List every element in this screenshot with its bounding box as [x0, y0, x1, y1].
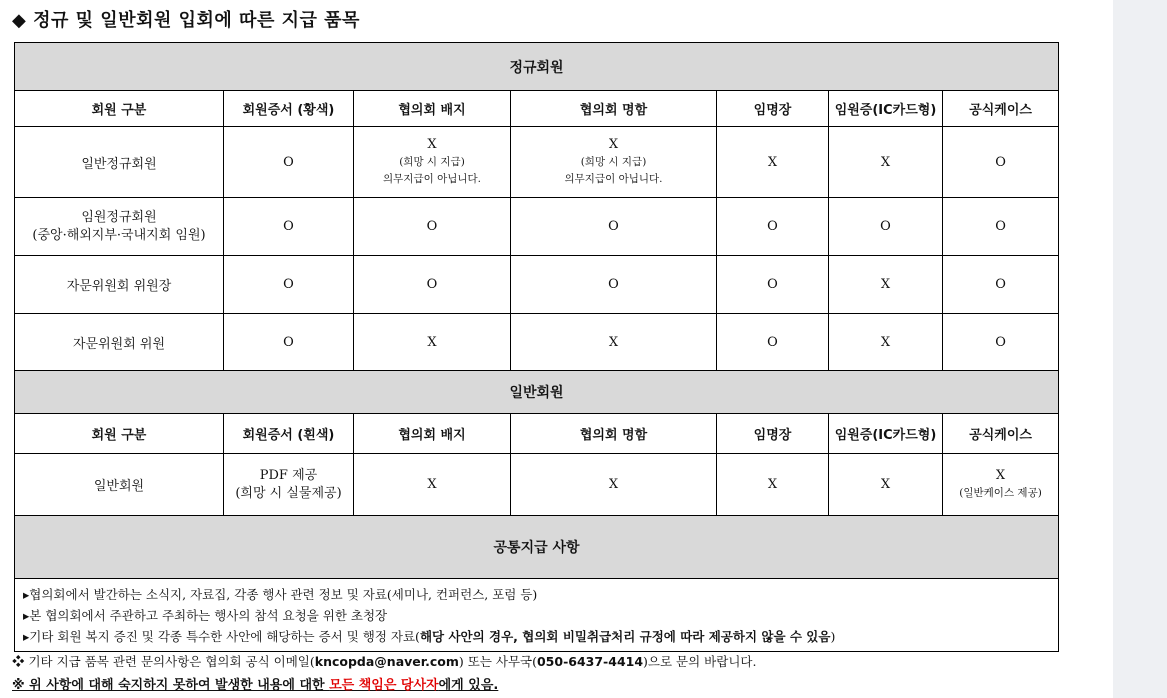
cell-value: O — [943, 198, 1059, 256]
cell-value: O — [943, 256, 1059, 314]
cell-note: 의무지급이 아닙니다. — [564, 173, 663, 185]
cell-value: O — [717, 198, 829, 256]
cell-value — [943, 454, 1059, 516]
cell-value: O — [511, 256, 717, 314]
col-header: 임명장 — [717, 91, 829, 127]
general-section-header: 일반회원 — [15, 371, 1059, 414]
items-table — [14, 42, 1059, 652]
common-items — [15, 579, 1059, 652]
col-header: 회원 구분 — [15, 91, 224, 127]
note-text: ※ 위 사항에 대해 숙지하지 못하여 발생한 내용에 대한 — [12, 678, 330, 693]
row-label: 일반회원 — [15, 454, 224, 516]
cell-value: X — [829, 314, 943, 371]
cell-value: X — [829, 454, 943, 516]
common-section-header: 공통지급 사항 — [15, 516, 1059, 579]
list-item: ▸본 협의회에서 주관하고 주최하는 행사의 참석 요청을 위한 초청장 — [23, 607, 388, 623]
list-item-text: ▸기타 회원 복지 증진 및 각종 특수한 사안에 해당하는 증서 및 행정 자료( — [23, 628, 420, 644]
cell-value: O — [354, 256, 511, 314]
cell-value — [511, 127, 717, 198]
note-text: )으로 문의 바랍니다. — [643, 654, 757, 669]
row-label: 자문위원회 위원 — [15, 314, 224, 371]
cell-value: O — [224, 256, 354, 314]
col-header: 회원증서 (흰색) — [224, 414, 354, 454]
col-header: 협의회 명함 — [511, 91, 717, 127]
cell-note: 의무지급이 아닙니다. — [383, 173, 481, 185]
cell-value: O — [829, 198, 943, 256]
cell-main: X — [427, 137, 437, 152]
regular-section-header: 정규회원 — [15, 43, 1059, 91]
page-title: ◆ 정규 및 일반회원 입회에 따른 지급 품목 — [12, 10, 360, 31]
note-text: ❖ 기타 지급 품목 관련 문의사항은 협의회 공식 이메일( — [12, 654, 315, 669]
col-header: 협의회 배지 — [354, 414, 511, 454]
list-item — [23, 626, 1050, 647]
note-highlight: 모든 책임은 당사자 — [329, 678, 439, 693]
col-header: 협의회 배지 — [354, 91, 511, 127]
cell-note: (일반케이스 제공) — [959, 487, 1042, 499]
cell-value: X — [829, 256, 943, 314]
side-panel — [1113, 0, 1167, 698]
table-row — [15, 314, 1059, 371]
contact-note — [12, 652, 756, 670]
cell-note: (희망 시 실물제공) — [235, 485, 342, 501]
responsibility-note — [12, 674, 498, 693]
col-header: 임원증(IC카드형) — [829, 91, 943, 127]
cell-main: X — [608, 137, 619, 152]
cell-value — [354, 127, 511, 198]
cell-value: O — [717, 314, 829, 371]
cell-value: X — [511, 454, 717, 516]
table-row — [15, 198, 1059, 256]
row-label: 자문위원회 위원장 — [15, 256, 224, 314]
row-label — [15, 198, 224, 256]
cell-value: O — [354, 198, 511, 256]
cell-value: O — [224, 127, 354, 198]
row-label: 일반정규회원 — [15, 127, 224, 198]
col-header: 회원증서 (황색) — [224, 91, 354, 127]
cell-value — [224, 454, 354, 516]
cell-value: X — [717, 454, 829, 516]
col-header: 공식케이스 — [943, 414, 1059, 454]
col-header: 회원 구분 — [15, 414, 224, 454]
col-header: 협의회 명함 — [511, 414, 717, 454]
list-item-emphasis: 해당 사안의 경우, 협의회 비밀취급처리 규정에 따라 제공하지 않을 수 있음 — [419, 628, 831, 644]
cell-value: X — [829, 127, 943, 198]
contact-email[interactable]: kncopda@naver.com — [314, 654, 459, 669]
contact-phone: 050-6437-4414 — [536, 654, 644, 669]
cell-note: (희망 시 지급) — [580, 156, 647, 168]
cell-value: X — [511, 314, 717, 371]
cell-value: X — [717, 127, 829, 198]
note-text: ) 또는 사무국( — [458, 654, 537, 669]
general-column-headers — [15, 414, 1059, 454]
cell-value: O — [943, 314, 1059, 371]
row-label-sub: (중앙·해외지부·국내지회 임원) — [32, 227, 206, 243]
cell-value: O — [717, 256, 829, 314]
col-header: 임명장 — [717, 414, 829, 454]
cell-note: (희망 시 지급) — [399, 156, 465, 168]
cell-value: O — [224, 314, 354, 371]
col-header: 공식케이스 — [943, 91, 1059, 127]
cell-value: X — [354, 314, 511, 371]
col-header: 임원증(IC카드형) — [829, 414, 943, 454]
table-row — [15, 454, 1059, 516]
cell-value: X — [354, 454, 511, 516]
list-item-text: ) — [830, 628, 836, 644]
cell-main: PDF 제공 — [259, 467, 318, 483]
cell-value: O — [511, 198, 717, 256]
cell-main: X — [995, 468, 1006, 483]
cell-value: O — [224, 198, 354, 256]
list-item: ▸협의회에서 발간하는 소식지, 자료집, 각종 행사 관련 정보 및 자료(세미나, 컨퍼런스, 포럼 등) — [23, 586, 538, 602]
table-row — [15, 127, 1059, 198]
table-row — [15, 256, 1059, 314]
regular-column-headers — [15, 91, 1059, 127]
row-label-main: 임원정규회원 — [81, 209, 157, 225]
cell-value: O — [943, 127, 1059, 198]
note-text: 에게 있음. — [438, 678, 499, 693]
